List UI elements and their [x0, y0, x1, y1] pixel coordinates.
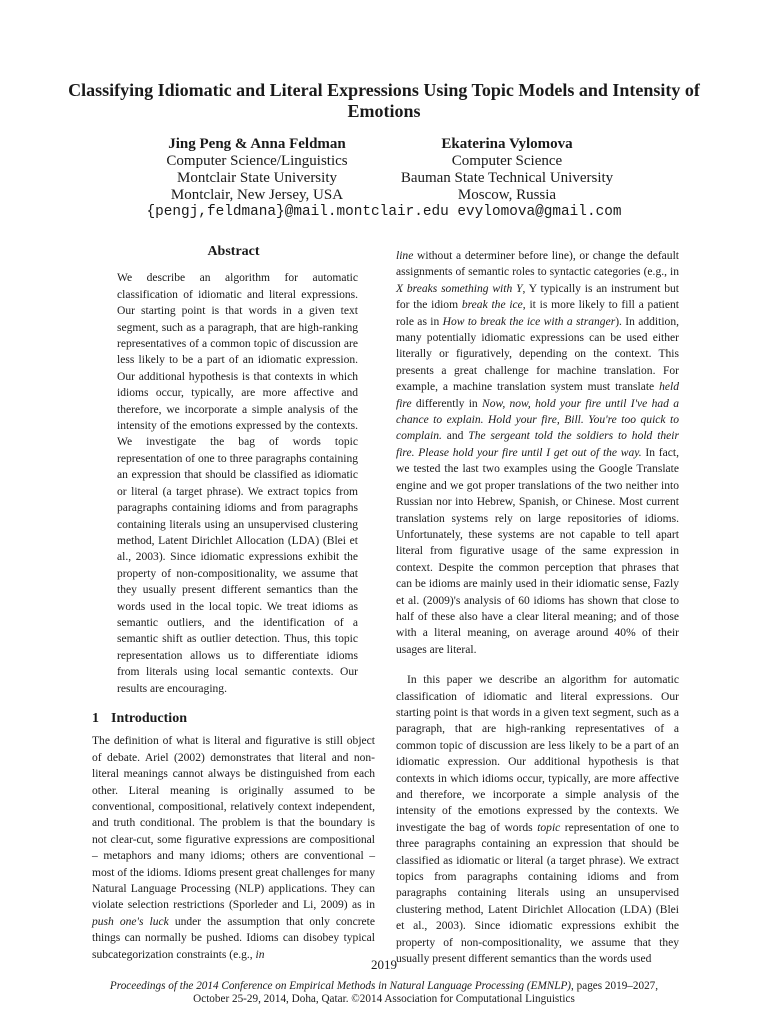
example-phrase: The sergeant told the soldiers to hold their fire. Please hold your fire until I get out of the way.: [396, 430, 679, 459]
example-phrase: topic: [537, 821, 561, 834]
example-phrase: in: [255, 948, 265, 961]
page-number: 2019: [371, 957, 397, 972]
text-run: , it is more likely to fill a patient role as in: [396, 299, 679, 328]
author-department: Computer Science/Linguistics: [166, 153, 348, 169]
text-run: In this paper we describe an algorithm for automatic classification of idiomatic and literal expressions. Our starting point is that words in a given text segment, such as a paragraph, that are high-ranking representatives of a common topic of discussion are less likely to be a part of an idiomatic expression. Our additional hypothesis is that contexts in which idioms occur, typically, are more affective and therefore, we incorporate a simple analysis of the intensity of the emotions expressed by the contexts. We investigate the bag of words: [396, 674, 679, 834]
author-location: Montclair, New Jersey, USA: [170, 187, 344, 203]
author-emails: {pengj,feldmana}@mail.montclair.edu evylomova@gmail.com: [146, 204, 622, 220]
text-run: In fact, we tested the last two examples using the Google Translate engine and we got proper translations of the two neither into Russian nor into Hebrew, Spanish, or Chinese. Most current translation systems rely on large repositories of idioms. Unfortunately, these systems are not capable to tell apart literal from figurative usage of the same expression in context. Despite the common perception that phrases that can be idioms are mainly used in their idiomatic sense, Fazly et al. (2009)'s analysis of 60 idioms has shown that close to half of these also have a clear literal meaning; and of those with a literal meaning, on average around 40% of their usages are literal.: [396, 446, 679, 656]
venue-name: Proceedings of the 2014 Conference on Empirical Methods in Natural Language Processing (EMNLP): [109, 980, 572, 992]
paper-title: Classifying Idiomatic and Literal Expressions Using Topic Models and Intensity of Emotions: [68, 80, 700, 121]
text-run: The definition of what is literal and figurative is still object of debate. Ariel (2002) demonstrates that literal and non-literal meanings cannot always be distinguished from each other. Literal meaning is originally assumed to be conventional, compositional, relatively context independent, and truth conditional. The problem is that the boundary is not clear-cut, some figurative expressions are compositional – metaphors and many idioms; others are conventional – most of the idioms. Idioms present great challenges for many Natural Language Processing (NLP) applications. They can violate selection restrictions (Sporleder and Li, 2009) as in: [92, 735, 375, 912]
example-phrase: Now, now, hold your fire until I've had a chance to explain. Hold your fire, Bill. You're too quick to complain.: [396, 397, 679, 443]
example-phrase: break the ice: [461, 299, 523, 312]
text-run: differently in: [411, 397, 482, 410]
author-institution: Montclair State University: [177, 170, 337, 186]
text-run: , Y typically is an instrument but for the idiom: [396, 282, 679, 312]
example-phrase: push one's luck: [92, 915, 169, 928]
left-column: [92, 244, 375, 963]
right-column: [396, 248, 679, 967]
intro-paragraph-1-continued: [396, 248, 679, 658]
section-heading-introduction: [92, 711, 375, 727]
example-phrase: line: [396, 250, 414, 262]
example-phrase: How to break the ice with a stranger: [442, 315, 616, 328]
section-title: Introduction: [111, 710, 187, 726]
abstract-heading: Abstract: [207, 244, 260, 259]
author-department: Computer Science: [451, 153, 563, 169]
author-block-left: [150, 136, 364, 204]
author-institution: Bauman State Technical University: [400, 170, 614, 186]
example-phrase: X breaks something with Y: [396, 282, 523, 295]
conference-date-copyright: October 25-29, 2014, Doha, Qatar. ©2014 Association for Computational Linguistics: [193, 992, 575, 1005]
author-names: Ekaterina Vylomova: [441, 136, 573, 152]
intro-paragraph-1: [92, 733, 375, 963]
section-number: 1: [92, 710, 99, 726]
text-run: and: [441, 430, 469, 443]
text-run: ). In addition, many potentially idiomatic expressions can be used either literally or figuratively, depending on the context. This presents a great challenge for machine translation. For example, a machine translation system must translate: [396, 315, 679, 394]
example-phrase: held fire: [396, 381, 679, 410]
text-run: under the assumption that only concrete things can normally be pushed. Idioms can disobey typical subcategorization constraints (e.g.,: [92, 915, 375, 961]
author-location: Moscow, Russia: [457, 187, 557, 203]
text-run: without a determiner before line), or change the default assignments of semantic roles to syntactic categories (e.g., in: [396, 250, 679, 279]
abstract-text: We describe an algorithm for automatic classification of idiomatic and literal expressions. Our starting point is that words in a given text segment, such as a paragraph, that are high-ranking representatives of a common topic of discussion are less likely to be a part of an idiomatic expression. Our additional hypothesis is that contexts in which idioms occur, typically, are more affective and therefore, we incorporate a simple analysis of the intensity of the emotions expressed by the contexts. We investigate the bag of words topic representation of one to three paragraphs containing an expression that should be classified as idiomatic or literal (a target phrase). We extract topics from paragraphs containing idioms and from paragraphs containing literals using an unsupervised clustering method, Latent Dirichlet Allocation (LDA) (Blei et al., 2003). Since idiomatic expressions exhibit the property of non-compositionality, we assume that they usually present different semantics than the words used in the local topic. We treat idioms as semantic outliers, and the identification of a semantic shift as outlier detection. Thus, this topic representation allows us to differentiate idioms from literals using local semantic contexts. Our results are encouraging.: [117, 272, 358, 695]
author-block-right: [384, 136, 630, 204]
intro-paragraph-2: [396, 672, 679, 967]
page-range: , pages 2019–2027,: [571, 980, 659, 992]
author-names: Jing Peng & Anna Feldman: [168, 136, 346, 152]
proceedings-footnote: [60, 980, 708, 1005]
text-run: representation of one to three paragraphs containing an expression that should be classified as idiomatic or literal (a target phrase). We extract topics from paragraphs containing idioms and from paragraphs containing literals using an unsupervised clustering method, Latent Dirichlet Allocation (LDA) (Blei et al., 2003). Since idiomatic expressions exhibit the property of non-compositionality, we assume that they usually present different semantics than the words used: [396, 821, 679, 966]
